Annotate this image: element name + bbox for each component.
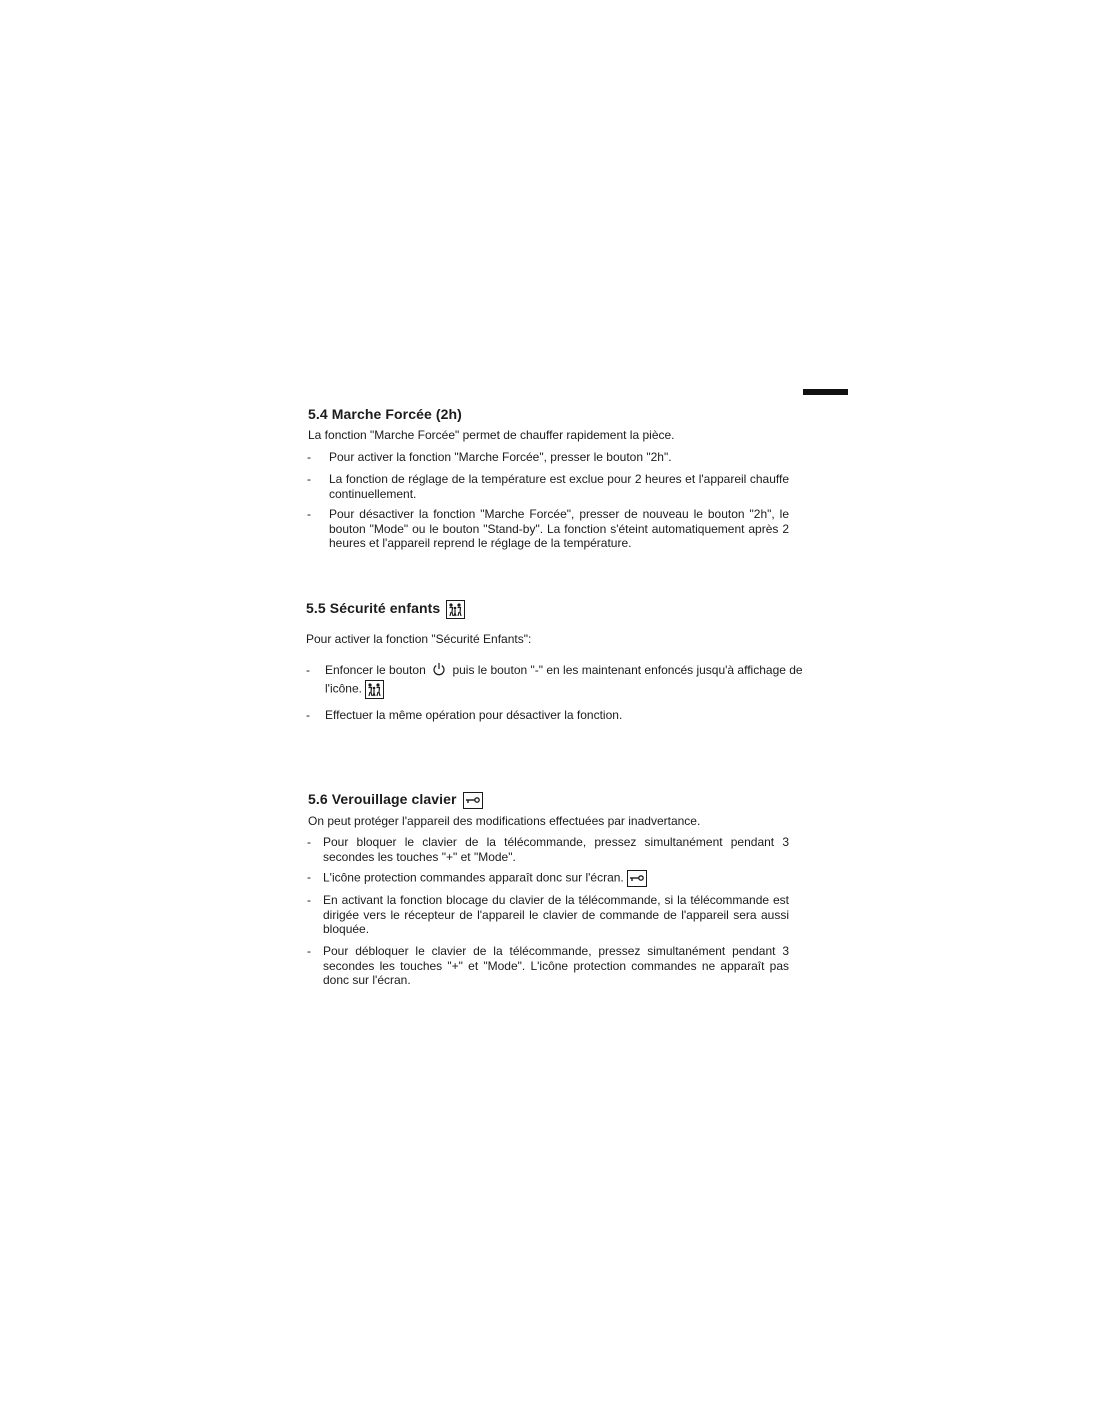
page-tab-marker [803,389,848,395]
list-item [306,708,806,723]
intro-securite-enfants: Pour activer la fonction "Sécurité Enfants": [306,632,532,646]
list-item-text: l'icône. [325,681,362,696]
bullet-dash: - [307,450,311,464]
list-item-text: La fonction de réglage de la température est exclue pour 2 heures et l'appareil chauffe continuellement. [329,472,789,501]
list-item [307,944,789,988]
list-item [307,835,789,864]
list-item [306,662,806,699]
list-item-text: Enfoncer le bouton [325,663,426,678]
bullet-dash: - [307,835,311,849]
list-item [307,450,789,465]
list-item-text: puis le bouton "-" en les maintenant enfoncés jusqu'à affichage de [452,663,803,678]
bullet-dash: - [306,663,310,677]
key-lock-icon [463,792,483,809]
heading-marche-forcee: 5.4 Marche Forcée (2h) [308,406,462,422]
bullet-dash: - [307,870,311,884]
list-item [307,893,789,937]
list-item-text: En activant la fonction blocage du clavier de la télécommande, si la télécommande est dirigée vers le récepteur de l'appareil le clavier de commande de l'appareil sera aussi bloquée. [323,893,789,936]
list-item-text: Effectuer la même opération pour désactiver la fonction. [325,708,623,722]
key-lock-icon [627,870,647,887]
list-item-text: Pour activer la fonction "Marche Forcée", presser le bouton "2h". [329,450,672,464]
bullet-dash: - [307,944,311,958]
list-item [307,507,789,551]
child-lock-icon [365,680,384,699]
list-item-text: Pour débloquer le clavier de la télécommande, pressez simultanément pendant 3 secondes les touches "+" et "Mode". L'icône protection commandes ne apparaît pas donc sur l'écran. [323,944,789,987]
bullet-dash: - [306,708,310,722]
intro-verouillage-clavier: On peut protéger l'appareil des modifications effectuées par inadvertance. [308,814,701,828]
list-item [307,870,789,887]
bullet-dash: - [307,893,311,907]
list-item-text: Pour bloquer le clavier de la télécommande, pressez simultanément pendant 3 secondes les touches "+" et "Mode". [323,835,789,864]
intro-marche-forcee: La fonction "Marche Forcée" permet de chauffer rapidement la pièce. [308,428,675,442]
heading-securite-enfants: 5.5 Sécurité enfants [306,598,465,619]
child-lock-icon [446,600,465,619]
list-item-text: L'icône protection commandes apparaît donc sur l'écran. [323,870,624,885]
bullet-dash: - [307,507,311,521]
list-item-text: Pour désactiver la fonction "Marche Forcée", presser de nouveau le bouton "2h", le bouton "Mode" ou le bouton "Stand-by". La fonction s'éteint automatiquement après 2 heures et l'appareil reprend le réglage de la température. [329,507,789,550]
list-item [307,472,789,501]
heading-verouillage-clavier: 5.6 Verouillage clavier [308,789,483,809]
power-icon [432,662,446,680]
bullet-dash: - [307,472,311,486]
